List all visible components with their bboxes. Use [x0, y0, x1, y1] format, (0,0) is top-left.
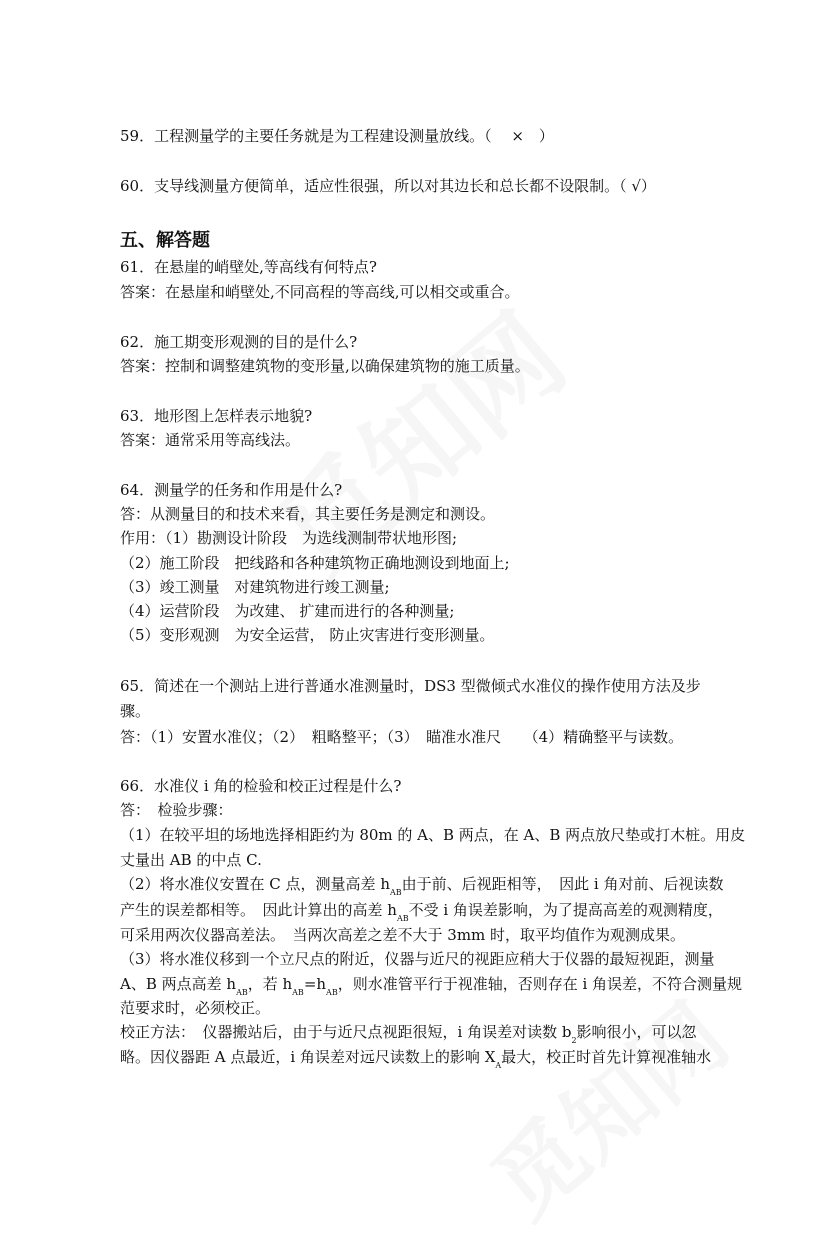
question-62: 62．施工期变形观测的目的是什么? [120, 333, 358, 351]
answer-66-step2-cont: 可采用两次仪器高差法。 当两次高差之差不大于 3mm 时，取平均值作为观测成果。 [120, 926, 686, 944]
question-65-cont: 骤。 [120, 702, 151, 720]
question-60: 60．支导线测量方便简单，适应性很强，所以对其边长和总长都不设限制。（ √） [120, 177, 656, 195]
answer-62: 答案：控制和调整建筑物的变形量,以确保建筑物的施工质量。 [120, 357, 530, 375]
answer-64-item: （3）竣工测量 对建筑物进行竣工测量; [120, 578, 390, 596]
answer-66-step1: （1）在较平坦的场地选择相距约为 80m 的 A、B 两点，在 A、B 两点放尺垫或打木桩。用皮 [120, 826, 746, 844]
answer-66-correction-cont: 略。因仪器距 A 点最近，i 角误差对远尺读数上的影响 $X_A$最大，校正时首先计算视准轴水 [120, 1048, 712, 1070]
answer-66-step2: （2）将水准仪安置在 C 点，测量高差 $h_{AB}$由于前、后视距相等， 因此 i 角对前、后视读数 [120, 875, 724, 897]
answer-66-step3-cont: A、B 两点高差 $h_{AB}$，若 $h_{AB}=h_{AB}$，则水准管平行于视准轴，否则存在 i 角误差，不符合测量规 [120, 975, 743, 997]
answer-66-step3: （3）将水准仪移到一个立尺点的附近，仪器与近尺的视距应稍大于仪器的最短视距，测量 [120, 950, 715, 968]
answer-64-item: （4）运营阶段 为改建、 扩建而进行的各种测量; [120, 602, 455, 620]
question-63: 63．地形图上怎样表示地貌? [120, 407, 313, 425]
section-heading: 五、解答题 [120, 230, 210, 251]
question-64: 64．测量学的任务和作用是什么? [120, 481, 343, 499]
answer-64-item: （5）变形观测 为安全运营， 防止灾害进行变形测量。 [120, 626, 495, 644]
answer-64-item: （2）施工阶段 把线路和各种建筑物正确地测设到地面上; [120, 554, 510, 572]
question-66: 66．水准仪 i 角的检验和校正过程是什么? [120, 777, 402, 795]
question-61: 61．在悬崖的峭壁处,等高线有何特点? [120, 258, 377, 276]
watermark [460, 968, 750, 1241]
answer-61: 答案：在悬崖和峭壁处,不同高程的等高线,可以相交或重合。 [120, 283, 520, 301]
answer-66-correction: 校正方法： 仪器搬站后，由于与近尺点视距很短，i 角误差对读数 $b_2$影响很小，可以忽 [120, 1023, 697, 1045]
question-59: 59．工程测量学的主要任务就是为工程建设测量放线。（ × ） [120, 127, 554, 145]
answer-65: 答：（1）安置水准仪；（2） 粗略整平；（3） 瞄准水准尺 （4）精确整平与读数。 [120, 728, 684, 746]
question-65: 65．简述在一个测站上进行普通水准测量时，DS3 型微倾式水准仪的操作使用方法及步 [120, 677, 701, 695]
answer-66-step2-cont: 产生的误差都相等。 因此计算出的高差 $h_{AB}$不受 i 角误差影响，为了提高高差的观测精度， [120, 901, 723, 923]
answer-66-intro: 答： 检验步骤： [120, 801, 233, 819]
answer-64: 答：从测量目的和技术来看，其主要任务是测定和测设。 [120, 505, 496, 523]
answer-66-step1-cont: 丈量出 AB 的中点 C. [120, 851, 262, 869]
answer-63: 答案：通常采用等高线法。 [120, 431, 301, 449]
answer-66-step3-cont: 范要求时，必须校正。 [120, 999, 271, 1017]
answer-64-item: 作用：（1）勘测设计阶段 为选线测制带状地形图; [120, 529, 458, 547]
